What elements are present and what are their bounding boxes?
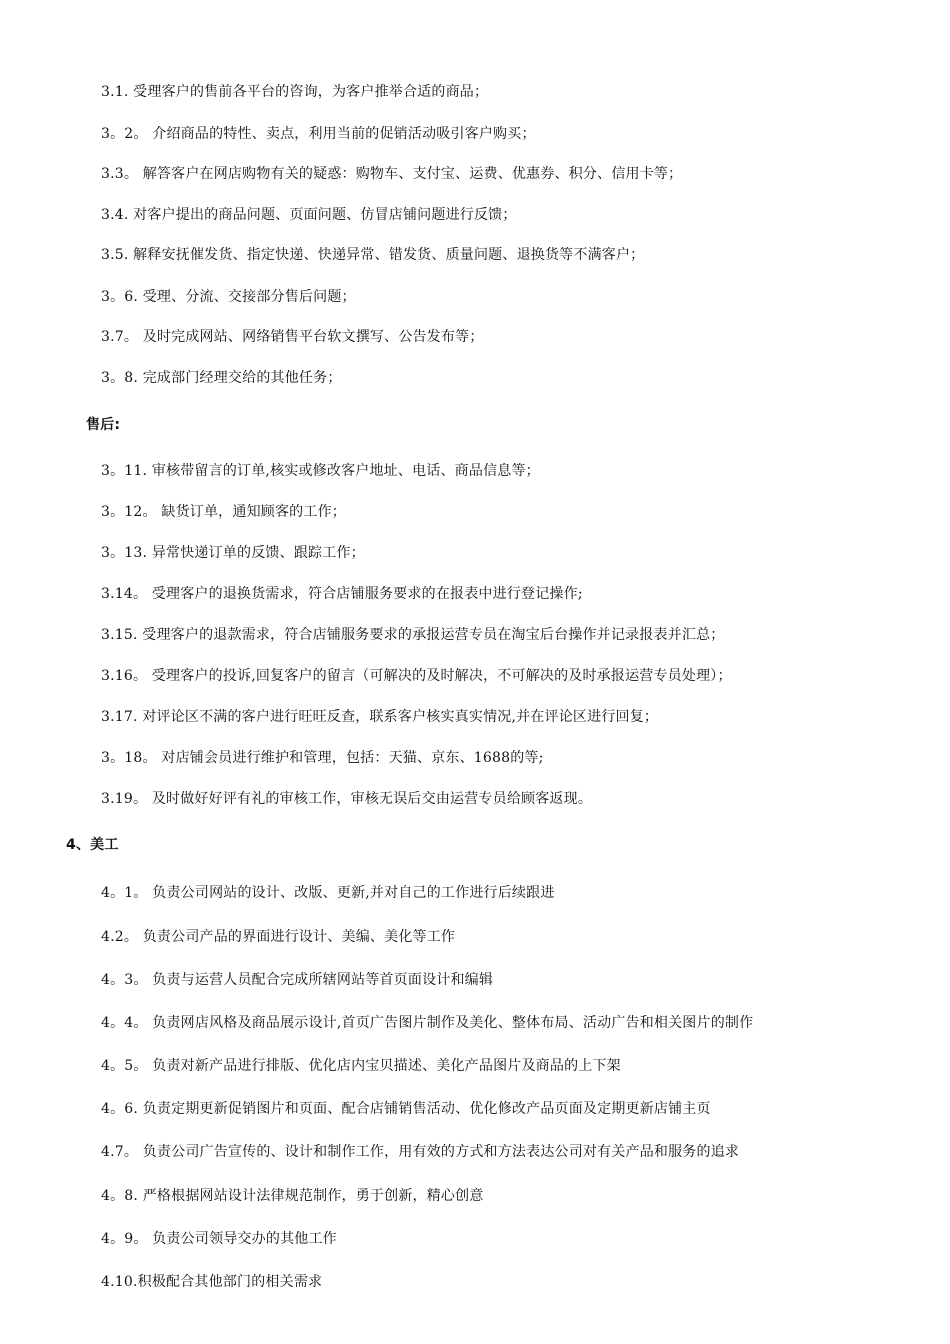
list-item: 3。12。 缺货订单，通知顾客的工作； [101,504,346,520]
list-item: 3.14。 受理客户的退换货需求，符合店铺服务要求的在报表中进行登记操作; [101,586,583,602]
list-item: 3。6. 受理、分流、交接部分售后问题； [101,289,356,305]
list-item: 3。18。 对店铺会员进行维护和管理，包括：天猫、京东、1688的等; [101,750,544,766]
list-item: 4。3。 负责与运营人员配合完成所辖网站等首页面设计和编辑 [101,972,494,988]
list-item: 4。6. 负责定期更新促销图片和页面、配合店铺销售活动、优化修改产品页面及定期更新店铺主页 [101,1101,711,1117]
list-item: 3。11. 审核带留言的订单,核实或修改客户地址、电话、商品信息等； [101,463,540,479]
list-item: 3。13. 异常快递订单的反馈、跟踪工作； [101,545,365,561]
list-item: 4。1。 负责公司网站的设计、改版、更新,并对自己的工作进行后续跟进 [101,885,555,901]
list-item: 3。2。 介绍商品的特性、卖点，利用当前的促销活动吸引客户购买； [101,126,536,142]
list-item: 4。8. 严格根据网站设计法律规范制作，勇于创新，精心创意 [101,1188,484,1204]
list-item: 4.10.积极配合其他部门的相关需求 [101,1274,323,1290]
list-item: 3。8. 完成部门经理交给的其他任务； [101,370,342,386]
list-item: 3.17. 对评论区不满的客户进行旺旺反查，联系客户核实真实情况,并在评论区进行回复； [101,709,659,725]
list-item: 3.7。 及时完成网站、网络销售平台软文撰写、公告发布等； [101,329,484,345]
list-item: 3.4. 对客户提出的商品问题、页面问题、仿冒店铺问题进行反馈； [101,207,517,223]
list-item: 3.15. 受理客户的退款需求，符合店铺服务要求的承报运营专员在淘宝后台操作并记录报表并汇总； [101,627,725,643]
list-item: 3.19。 及时做好好评有礼的审核工作，审核无误后交由运营专员给顾客返现。 [101,791,593,807]
list-item: 3.5. 解释安抚催发货、指定快递、快递异常、错发货、质量问题、退换货等不满客户； [101,247,645,263]
list-item: 4.2。 负责公司产品的界面进行设计、美编、美化等工作 [101,929,456,945]
list-item: 4.7。 负责公司广告宣传的、设计和制作工作，用有效的方式和方法表达公司对有关产品和服务的追求 [101,1144,740,1160]
list-item: 4。4。 负责网店风格及商品展示设计,首页广告图片制作及美化、整体布局、活动广告和相关图片的制作 [101,1015,754,1031]
list-item: 3.16。 受理客户的投诉,回复客户的留言（可解决的及时解决，不可解决的及时承报运营专员处理）； [101,668,732,684]
section-heading-art: 4、美工 [66,837,119,853]
list-item: 4。5。 负责对新产品进行排版、优化店内宝贝描述、美化产品图片及商品的上下架 [101,1058,621,1074]
list-item: 3.1. 受理客户的售前各平台的咨询，为客户推举合适的商品； [101,84,489,100]
list-item: 3.3。 解答客户在网店购物有关的疑惑：购物车、支付宝、运费、优惠券、积分、信用卡等； [101,166,683,182]
list-item: 4。9。 负责公司领导交办的其他工作 [101,1231,337,1247]
section-heading-aftersale: 售后: [86,417,121,433]
